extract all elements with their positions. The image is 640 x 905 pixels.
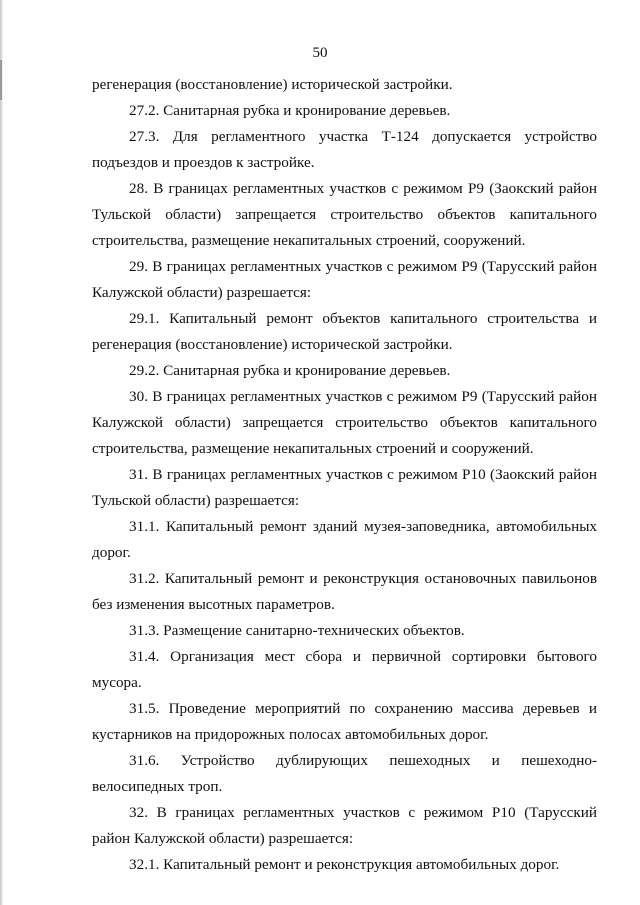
paragraph-29: 29. В границах регламентных участков с режимом Р9 (Тарусский район Калужской области) разрешается:	[92, 258, 597, 301]
scan-mark	[0, 60, 2, 100]
paragraph-27-3: 27.3. Для регламентного участка Т-124 допускается устройство подъездов и проездов к застройке.	[92, 128, 597, 171]
paragraph-31-3: 31.3. Размещение санитарно-технических объектов.	[129, 622, 465, 639]
paragraph-31-6: 31.6. Устройство дублирующих пешеходных и пешеходно-велосипедных троп.	[92, 752, 597, 795]
paragraph-31-2: 31.2. Капитальный ремонт и реконструкция остановочных павильонов без изменения высотных параметров.	[92, 570, 597, 613]
paragraph-31: 31. В границах регламентных участков с режимом Р10 (Заокский район Тульской области) разрешается:	[92, 466, 597, 509]
paragraph-28: 28. В границах регламентных участков с режимом Р9 (Заокский район Тульской области) запрещается строительство объектов капитального строительства, размещение некапитальных строений, сооружений.	[92, 180, 597, 249]
paragraph-30: 30. В границах регламентных участков с режимом Р9 (Тарусский район Калужской области) запрещается строительство объектов капитального строительства, размещение некапитальных строений и сооружений.	[92, 388, 597, 457]
paragraph-continuation: регенерация (восстановление) исторической застройки.	[92, 76, 453, 93]
page-number: 50	[312, 45, 328, 61]
paragraph-27-2: 27.2. Санитарная рубка и кронирование деревьев.	[129, 102, 451, 119]
paragraph-31-4: 31.4. Организация мест сбора и первичной сортировки бытового мусора.	[92, 648, 597, 691]
paragraph-32-1: 32.1. Капитальный ремонт и реконструкция автомобильных дорог.	[129, 856, 560, 873]
paragraph-32: 32. В границах регламентных участков с режимом Р10 (Тарусский район Калужской области) разрешается:	[92, 804, 597, 847]
paragraph-29-1: 29.1. Капитальный ремонт объектов капитального строительства и регенерация (восстановление) исторической застройки.	[92, 310, 597, 353]
paragraph-31-1: 31.1. Капитальный ремонт зданий музея-заповедника, автомобильных дорог.	[92, 518, 597, 561]
scan-edge	[0, 0, 3, 905]
body-text	[92, 72, 597, 878]
paragraph-29-2: 29.2. Санитарная рубка и кронирование деревьев.	[129, 362, 451, 379]
paragraph-31-5: 31.5. Проведение мероприятий по сохранению массива деревьев и кустарников на придорожных полосах автомобильных дорог.	[92, 700, 597, 743]
